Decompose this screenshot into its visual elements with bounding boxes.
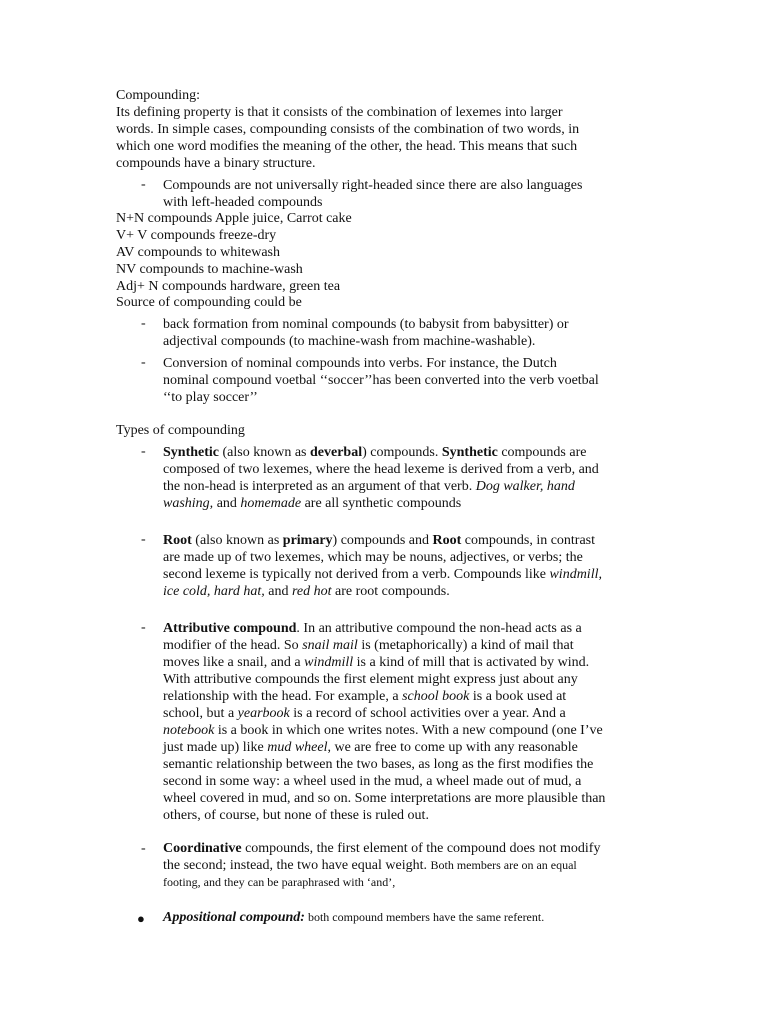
attributive-line-8 [163, 739, 578, 756]
text-fragment: and [213, 496, 241, 511]
text-fragment: compounds, in contrast [461, 533, 596, 548]
attributive-line-4: With attributive compounds the first element might express just about any [163, 672, 578, 687]
example-term: mud wheel [267, 740, 328, 755]
example-adjn: Adj+ N compounds hardware, green tea [116, 279, 341, 294]
term-synthetic: Synthetic [163, 445, 219, 460]
text-fragment: are all synthetic compounds [301, 496, 462, 511]
intro-line-1: Its defining property is that it consists of the combination of lexemes into larger [116, 105, 563, 120]
text-fragment: school, but a [163, 706, 238, 721]
back-formation-line-2: adjectival compounds (to machine-wash from machine-washable). [163, 334, 536, 349]
text-fragment: the second; instead, the two have equal weight. [163, 858, 431, 873]
text-fragment: relationship with the head. For example, a [163, 689, 403, 704]
attributive-line-1 [163, 620, 582, 637]
dash-marker: - [141, 355, 146, 370]
example-av: AV compounds to whitewash [116, 245, 280, 260]
example-term: yearbook [237, 706, 290, 721]
attributive-line-6 [163, 705, 566, 722]
bullet-icon: ● [137, 911, 145, 926]
text-fragment: compounds are [497, 445, 587, 460]
term-deverbal: deverbal [310, 445, 363, 460]
synthetic-line-4 [163, 495, 461, 512]
term-primary: primary [282, 533, 333, 548]
example-vv: V+ V compounds freeze-dry [116, 228, 277, 243]
intro-line-4: compounds have a binary structure. [116, 156, 316, 171]
source-heading: Source of compounding could be [116, 295, 302, 310]
attributive-line-3 [163, 654, 589, 671]
example-term: homemade [240, 496, 302, 511]
example-term: red hot [291, 584, 332, 599]
intro-line-2: words. In simple cases, compounding consists of the combination of two words, in [116, 122, 580, 137]
coordinative-line-3: footing, and they can be paraphrased with ‘and’, [163, 875, 396, 889]
example-term: school book [402, 689, 470, 704]
attributive-line-5 [163, 688, 566, 705]
term-synthetic: Synthetic [441, 445, 498, 460]
conversion-line-1: Conversion of nominal compounds into verbs. For instance, the Dutch [163, 356, 557, 371]
text-fragment: just made up) like [163, 740, 268, 755]
dash-marker: - [141, 841, 146, 856]
term-coordinative: Coordinative [163, 841, 242, 856]
headedness-line-1: Compounds are not universally right-headed since there are also languages [163, 178, 583, 193]
text-fragment: is (metaphorically) a kind of mail that [357, 638, 574, 653]
conversion-line-2: nominal compound voetbal ‘‘soccer’’has been converted into the verb voetbal [163, 373, 599, 388]
root-line-2: are made up of two lexemes, which may be nouns, adjectives, or verbs; the [163, 550, 583, 565]
example-term: windmill, [549, 567, 602, 582]
text-fragment: is a record of school activities over a year. And a [289, 706, 566, 721]
dash-marker: - [141, 316, 146, 331]
example-term: snail mail [302, 638, 358, 653]
term-appositional: Appositional compound: [163, 910, 305, 925]
example-nv: NV compounds to machine-wash [116, 262, 303, 277]
root-line-3 [163, 566, 602, 583]
text-fragment: compounds, the first element of the compound does not modify [241, 841, 601, 856]
conversion-line-3: ‘‘to play soccer’’ [163, 390, 258, 405]
attributive-line-11: wheel covered in mud, and so on. Some interpretations are more plausible than [163, 791, 606, 806]
types-heading: Types of compounding [116, 423, 245, 438]
text-fragment: modifier of the head. So [163, 638, 303, 653]
text-fragment: the non-head is interpreted as an argument of that verb. [163, 479, 476, 494]
text-fragment: both compound members have the same referent. [304, 910, 545, 924]
text-fragment: (also known as [219, 445, 310, 460]
dash-marker: - [141, 177, 146, 192]
text-fragment: ) compounds. [362, 445, 442, 460]
dash-marker: - [141, 620, 146, 635]
synthetic-line-1 [163, 444, 586, 461]
appositional-line-1 [163, 909, 544, 926]
term-attributive: Attributive compound [163, 621, 297, 636]
term-root: Root [432, 533, 462, 548]
attributive-line-7 [163, 722, 603, 739]
text-fragment: (also known as [191, 533, 283, 548]
attributive-line-12: others, of course, but none of these is ruled out. [163, 808, 429, 823]
root-line-4 [163, 583, 450, 600]
text-fragment: is a kind of mill that is activated by wind. [353, 655, 590, 670]
text-fragment: are root compounds. [331, 584, 450, 599]
attributive-line-2 [163, 637, 574, 654]
text-fragment: is a book used at [469, 689, 567, 704]
example-nn: N+N compounds Apple juice, Carrot cake [116, 211, 352, 226]
synthetic-line-2: composed of two lexemes, where the head lexeme is derived from a verb, and [163, 462, 599, 477]
back-formation-line-1: back formation from nominal compounds (to babysit from babysitter) or [163, 317, 569, 332]
text-fragment: . In an attributive compound the non-head acts as a [296, 621, 582, 636]
text-fragment: Both members are on an equal [430, 858, 577, 872]
text-fragment: , we are free to come up with any reasonable [327, 740, 578, 755]
dash-marker: - [141, 532, 146, 547]
intro-line-3: which one word modifies the meaning of the other, the head. This means that such [116, 139, 578, 154]
text-fragment: moves like a snail, and a [163, 655, 305, 670]
heading-compounding: Compounding: [116, 88, 201, 103]
coordinative-line-2 [163, 857, 577, 874]
dash-marker: - [141, 444, 146, 459]
text-fragment: is a book in which one writes notes. With a new compound (one I’ve [214, 723, 603, 738]
coordinative-line-1 [163, 840, 600, 857]
term-root: Root [163, 533, 192, 548]
synthetic-line-3 [163, 478, 575, 495]
attributive-line-10: second in some way: a wheel used in the mud, a wheel made out of mud, a [163, 774, 582, 789]
example-term: Dog walker, hand [475, 479, 575, 494]
headedness-line-2: with left-headed compounds [163, 195, 323, 210]
root-line-1 [163, 532, 595, 549]
example-term: windmill [304, 655, 354, 670]
example-term: notebook [163, 723, 215, 738]
example-term: washing, [163, 496, 214, 511]
text-fragment: and [264, 584, 292, 599]
attributive-line-9: semantic relationship between the two bases, as long as the first modifies the [163, 757, 594, 772]
example-term: ice cold, hard hat, [163, 584, 265, 599]
text-fragment: second lexeme is typically not derived from a verb. Compounds like [163, 567, 550, 582]
text-fragment: ) compounds and [332, 533, 433, 548]
